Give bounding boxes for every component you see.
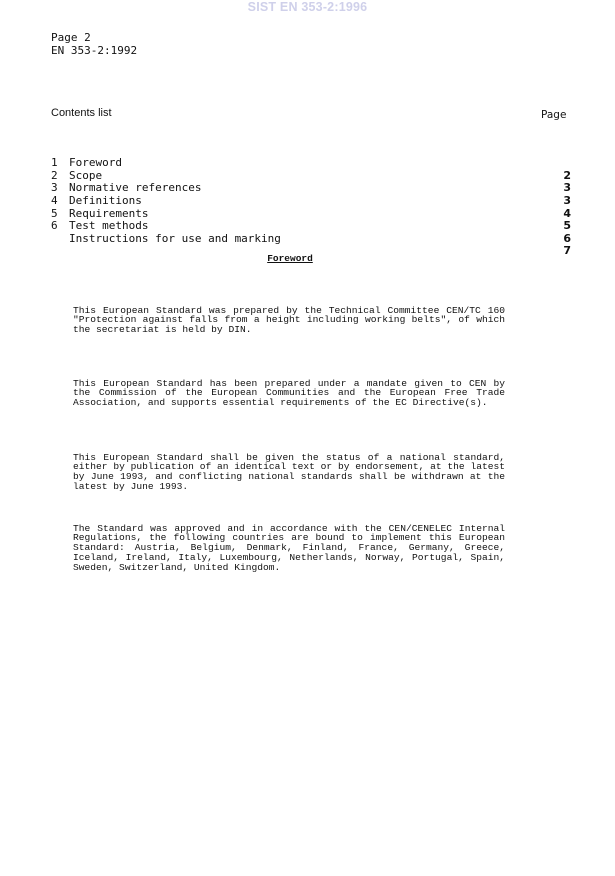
toc-page: 2 — [563, 168, 571, 182]
toc-page: 5 — [563, 219, 571, 233]
toc-number: 2 — [51, 168, 58, 182]
toc-page: 7 — [563, 244, 571, 258]
page-header — [51, 32, 137, 57]
toc-label: Scope — [69, 168, 103, 182]
foreword-paragraph-mandate: This European Standard has been prepared under a mandate given to CEN by the Commission of the European Communities and the European Free Trade Association, and supports essential requirements of the EC Directive(s). — [73, 377, 505, 409]
toc-number: 1 — [51, 156, 58, 170]
toc-number: 4 — [51, 193, 58, 207]
toc-page: 4 — [563, 206, 571, 220]
toc-number: 6 — [51, 219, 58, 233]
standard-reference: EN 353-2:1992 — [51, 43, 138, 57]
toc-label: Definitions — [69, 193, 142, 207]
table-of-contents — [51, 132, 571, 258]
toc-page: 6 — [563, 231, 571, 245]
toc-label: Foreword — [69, 156, 122, 170]
toc-page: 3 — [563, 181, 571, 195]
contents-page-column-title: Page — [541, 109, 567, 121]
toc-page: 3 — [563, 193, 571, 207]
document-watermark: SIST EN 353-2:1996 — [247, 0, 368, 14]
foreword-heading: Foreword — [267, 253, 313, 264]
toc-label: Normative references — [69, 181, 202, 195]
toc-label: Requirements — [69, 206, 149, 220]
toc-number: 5 — [51, 206, 58, 220]
toc-number: 3 — [51, 181, 58, 195]
foreword-paragraph-national-status: This European Standard shall be given the status of a national standard, either by publication of an identical text or by endorsement, at the latest by June 1993, and conflicting national standards shall be withdrawn at the latest by June 1993. — [73, 451, 505, 492]
page-number: Page 2 — [51, 31, 91, 44]
foreword-paragraph-countries: The Standard was approved and in accordance with the CEN/CENELEC Internal Regulations, the following countries are bound to implement this European Standard: Austria, Belgium, Denmark, Finland, France, Germany, Greece, Iceland, Ireland, Italy, Luxembourg, Netherlands, Norway, Portugal, Spain, Sweden, Switzerland, United Kingdom. — [73, 522, 505, 573]
toc-label: Instructions for use and marking — [69, 231, 281, 245]
toc-label: Test methods — [69, 219, 149, 233]
contents-title: Contents list — [51, 107, 112, 119]
foreword-paragraph-committee: This European Standard was prepared by the Technical Committee CEN/TC 160 "Protection against falls from a height including working belts", of which the secretariat is held by DIN. — [73, 304, 505, 336]
